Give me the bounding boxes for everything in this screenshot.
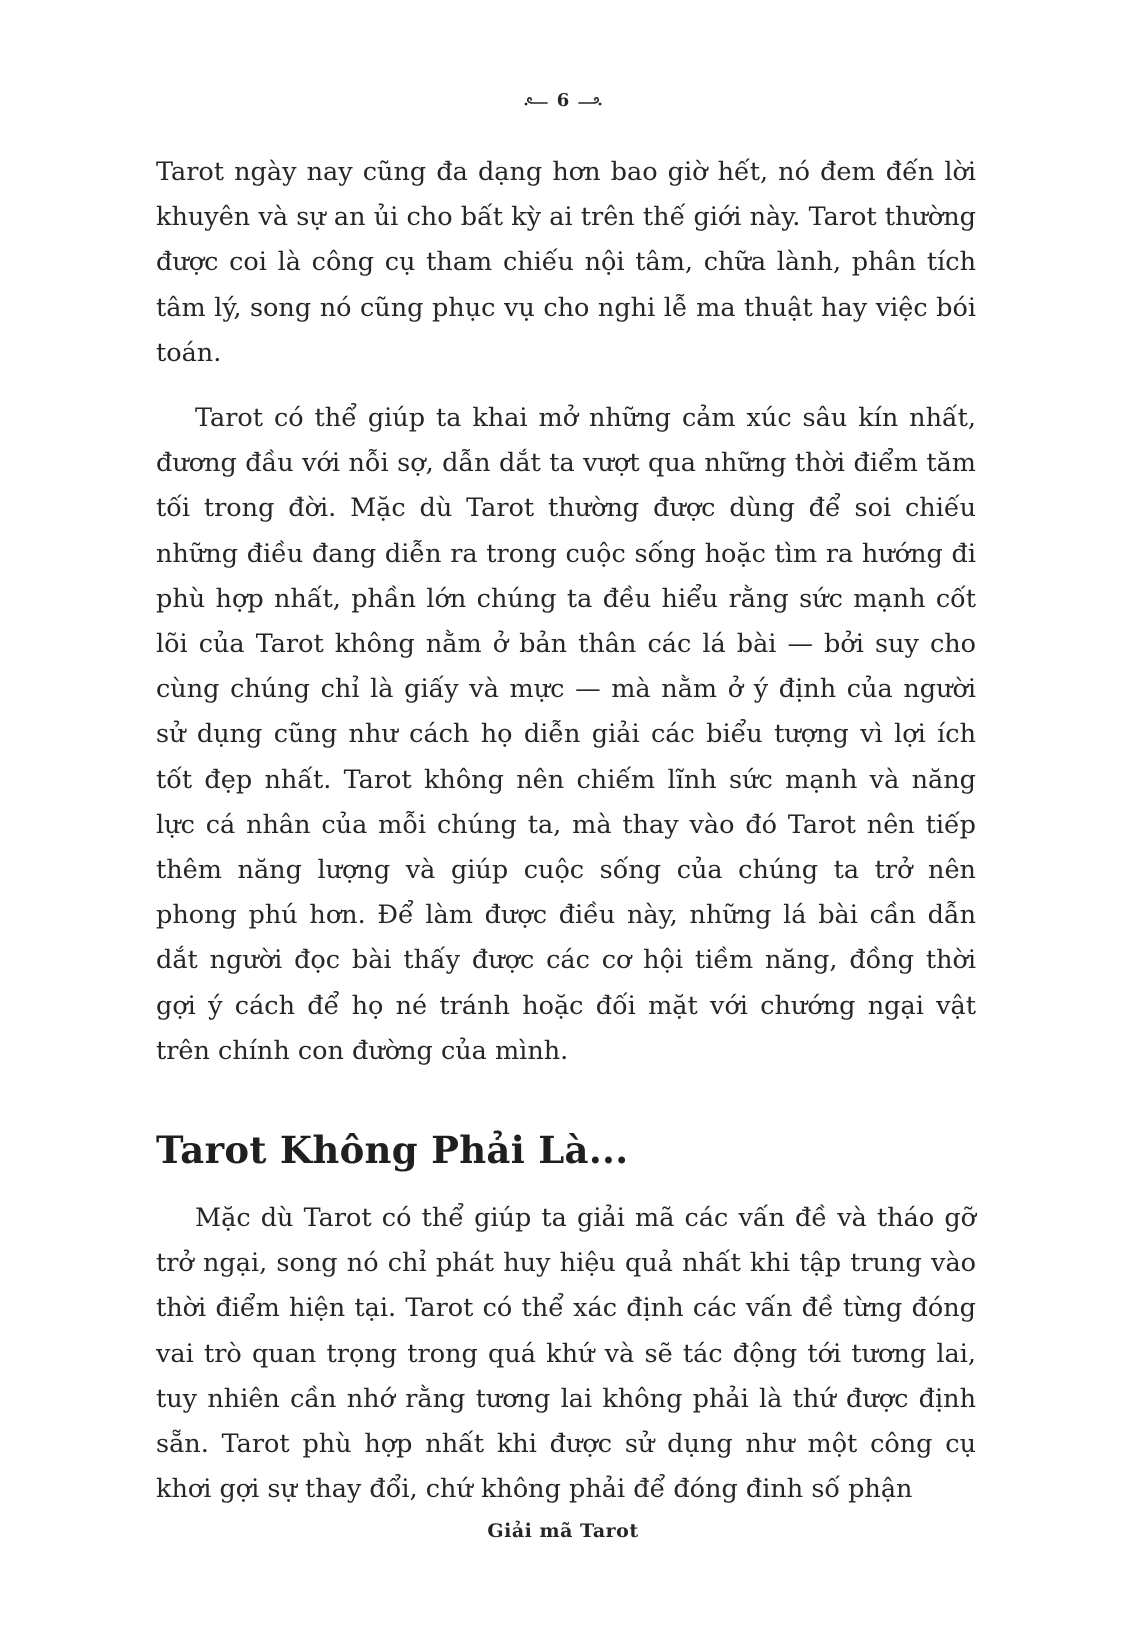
page-header [0,86,1126,116]
running-footer: Giải mã Tarot [487,1520,639,1542]
section-heading: Tarot Không Phải Là... [156,1128,629,1173]
body-paragraph: Tarot có thể giúp ta khai mở những cảm xúc sâu kín nhất, đương đầu với nỗi sợ, dẫn dắt ta vượt qua những thời điểm tăm tối trong đời. Mặc dù Tarot thường được dùng để soi chiếu những điều đang diễn ra trong cuộc sống hoặc tìm ra hướng đi phù hợp nhất, phần lớn chúng ta đều hiểu rằng sức mạnh cốt lõi của Tarot không nằm ở bản thân các lá bài — bởi suy cho cùng chúng chỉ là giấy và mực — mà nằm ở ý định của người sử dụng cũng như cách họ diễn giải các biểu tượng vì lợi ích tốt đẹp nhất. Tarot không nên chiếm lĩnh sức mạnh và năng lực cá nhân của mỗi chúng ta, mà thay vào đó Tarot nên tiếp thêm năng lượng và giúp cuộc sống của chúng ta trở nên phong phú hơn. Để làm được điều này, những lá bài cần dẫn dắt người đọc bài thấy được các cơ hội tiềm năng, đồng thời gợi ý cách để họ né tránh hoặc đối mặt với chướng ngại vật trên chính con đường của mình. [156,403,976,1066]
body-paragraph: Tarot ngày nay cũng đa dạng hơn bao giờ hết, nó đem đến lời khuyên và sự an ủi cho bất kỳ ai trên thế giới này. Tarot thường được coi là công cụ tham chiếu nội tâm, chữa lành, phân tích tâm lý, song nó cũng phục vụ cho nghi lễ ma thuật hay việc bói toán. [156,157,976,368]
body-paragraph: Mặc dù Tarot có thể giúp ta giải mã các vấn đề và tháo gỡ trở ngại, song nó chỉ phát huy hiệu quả nhất khi tập trung vào thời điểm hiện tại. Tarot có thể xác định các vấn đề từng đóng vai trò quan trọng trong quá khứ và sẽ tác động tới tương lai, tuy nhiên cần nhớ rằng tương lai không phải là thứ được định sẵn. Tarot phù hợp nhất khi được sử dụng như một công cụ khơi gợi sự thay đổi, chứ không phải để đóng đinh số phận [156,1203,976,1505]
page-body [156,150,976,1512]
flourish-right-icon [577,94,603,108]
page-number: 6 [556,90,570,111]
flourish-left-icon [523,94,549,108]
